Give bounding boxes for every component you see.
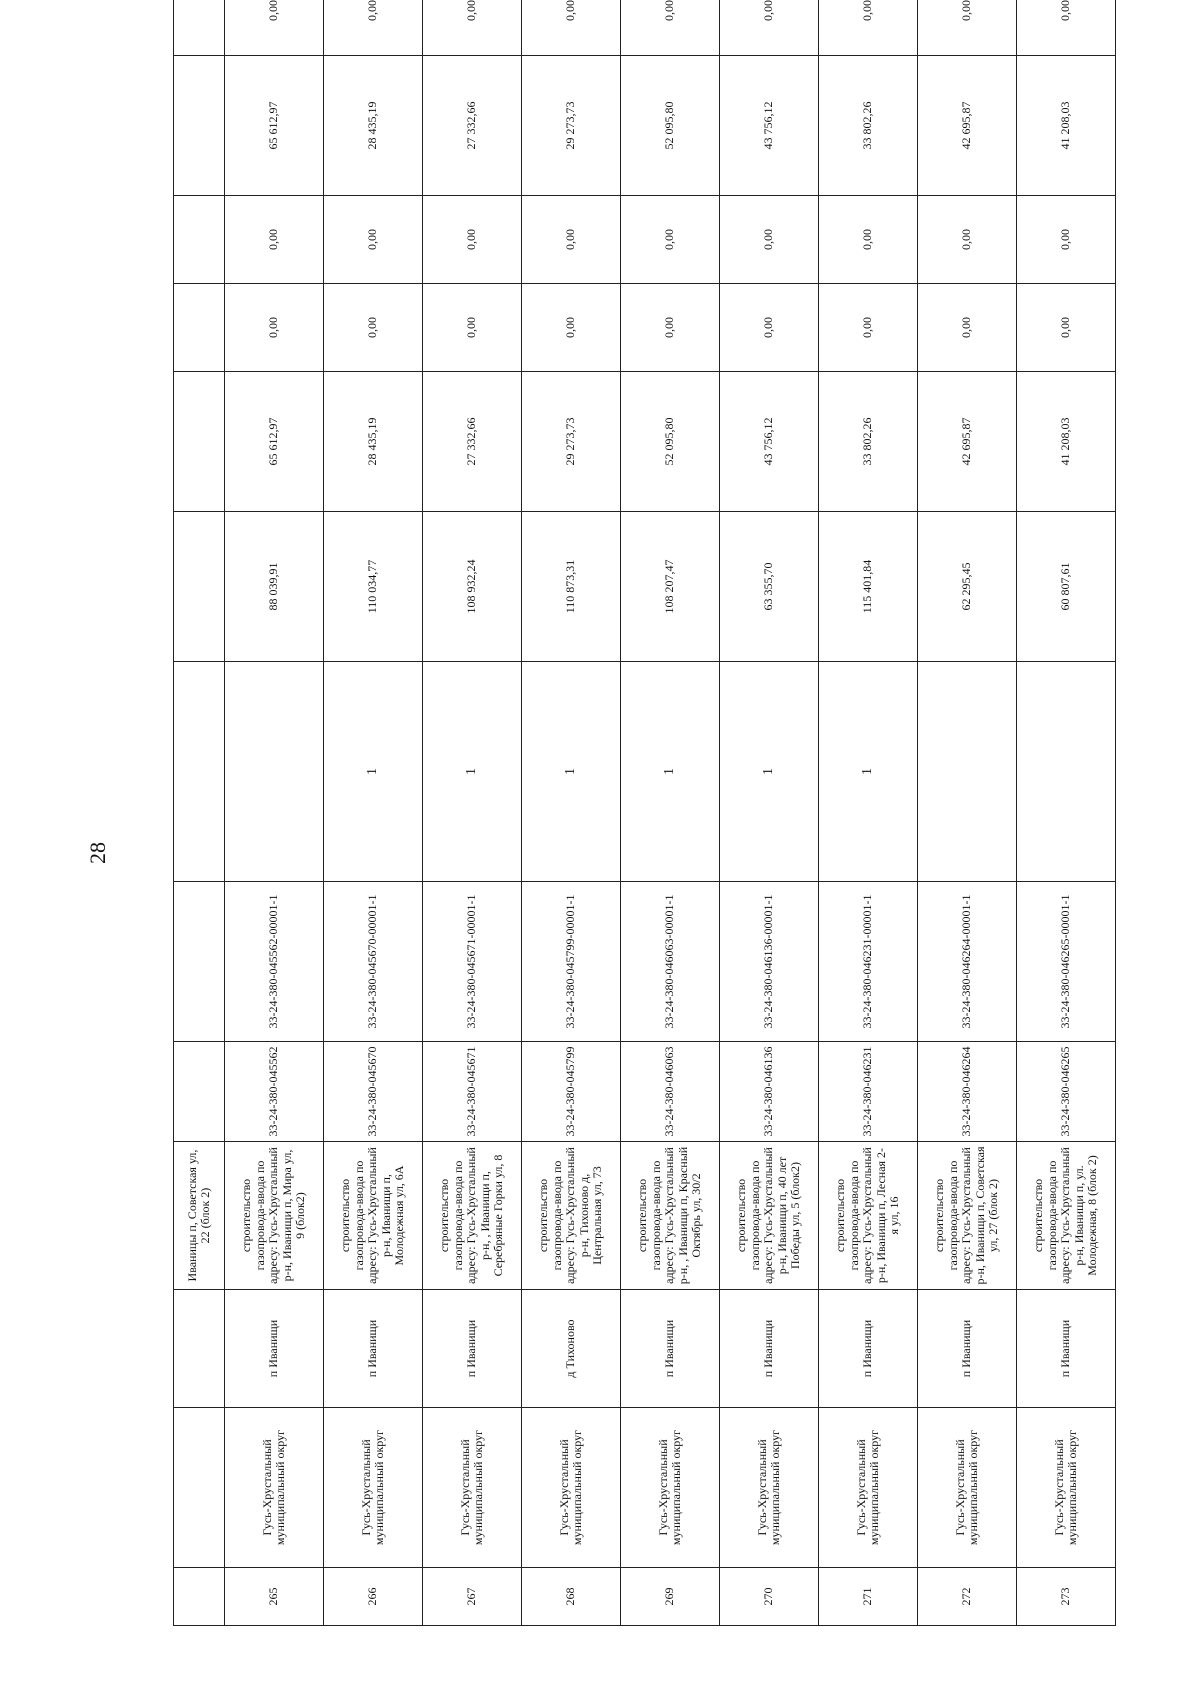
value-a: 0,00	[819, 284, 918, 372]
total-amount: 110 873,31	[522, 512, 621, 662]
municipality: Гусь-Хрустальный муниципальный округ	[918, 1408, 1017, 1568]
table-row	[423, 0, 522, 1626]
settlement: п Иванищи	[918, 1290, 1017, 1408]
table-row	[225, 0, 324, 1626]
object-description: строительство газопровода-ввода по адресу: Гусь-Хрустальный р-н, Тихоново д, Центральная ул, 73	[522, 1142, 621, 1290]
value-c: 27 332,66	[423, 56, 522, 196]
cell-empty	[174, 0, 225, 56]
amount: 41 208,03	[1017, 372, 1116, 512]
object-description: строительство газопровода-ввода по адресу: Гусь-Хрустальный р-н, Иванищи п, 40 лет Победы ул, 5 (блок2)	[720, 1142, 819, 1290]
amount: 65 612,97	[225, 372, 324, 512]
settlement: п Иванищи	[720, 1290, 819, 1408]
settlement: п Иванищи	[324, 1290, 423, 1408]
row-number: 268	[522, 1568, 621, 1626]
settlement: п Иванищи	[225, 1290, 324, 1408]
page-number: 28	[85, 842, 110, 864]
object-description: строительство газопровода-ввода по адресу: Гусь-Хрустальный р-н, , Иванищи п, Красный Октябрь ул, 30/2	[621, 1142, 720, 1290]
mark: 1	[621, 662, 720, 882]
value-d: 0,00	[522, 0, 621, 56]
row-number: 269	[621, 1568, 720, 1626]
cell-empty	[174, 372, 225, 512]
row-number: 266	[324, 1568, 423, 1626]
mark: 1	[324, 662, 423, 882]
total-amount: 63 355,70	[720, 512, 819, 662]
object-id: 33-24-380-046136-00001-1	[720, 882, 819, 1042]
mark	[1017, 662, 1116, 882]
amount: 29 273,73	[522, 372, 621, 512]
value-d: 0,00	[819, 0, 918, 56]
continuation-row	[174, 0, 225, 1626]
municipality: Гусь-Хрустальный муниципальный округ	[324, 1408, 423, 1568]
object-description: строительство газопровода-ввода по адресу: Гусь-Хрустальный р-н, Иванищи п, Советская ул, 27 (блок 2)	[918, 1142, 1017, 1290]
cell-empty	[174, 284, 225, 372]
table-row	[819, 0, 918, 1626]
table-row	[720, 0, 819, 1626]
value-d: 0,00	[1017, 0, 1116, 56]
object-description: строительство газопровода-ввода по адресу: Гусь-Хрустальный р-н, Иванищи п, Лесная 2-я ул, 16	[819, 1142, 918, 1290]
object-description: строительство газопровода-ввода по адресу: Гусь-Хрустальный р-н, Иванищи п, Мира ул, 9 (блок2)	[225, 1142, 324, 1290]
value-c: 65 612,97	[225, 56, 324, 196]
value-c: 42 695,87	[918, 56, 1017, 196]
settlement: п Иванищи	[423, 1290, 522, 1408]
object-id: 33-24-380-045562-00001-1	[225, 882, 324, 1042]
cell-empty	[174, 196, 225, 284]
value-d: 0,00	[225, 0, 324, 56]
total-amount: 60 807,61	[1017, 512, 1116, 662]
value-b: 0,00	[819, 196, 918, 284]
amount: 52 095,80	[621, 372, 720, 512]
cell-empty	[174, 512, 225, 662]
cadastral-number: 33-24-380-045562	[225, 1042, 324, 1142]
value-d: 0,00	[324, 0, 423, 56]
value-b: 0,00	[423, 196, 522, 284]
value-a: 0,00	[423, 284, 522, 372]
municipality: Гусь-Хрустальный муниципальный округ	[423, 1408, 522, 1568]
value-c: 43 756,12	[720, 56, 819, 196]
mark	[225, 662, 324, 882]
value-b: 0,00	[225, 196, 324, 284]
value-a: 0,00	[1017, 284, 1116, 372]
value-a: 0,00	[720, 284, 819, 372]
cadastral-number: 33-24-380-045799	[522, 1042, 621, 1142]
object-id: 33-24-380-046231-00001-1	[819, 882, 918, 1042]
data-table	[173, 0, 1116, 1626]
settlement: п Иванищи	[621, 1290, 720, 1408]
value-c: 33 802,26	[819, 56, 918, 196]
row-number: 267	[423, 1568, 522, 1626]
total-amount: 62 295,45	[918, 512, 1017, 662]
mark: 1	[423, 662, 522, 882]
value-a: 0,00	[522, 284, 621, 372]
settlement: п Иванищи	[819, 1290, 918, 1408]
cell-empty	[174, 662, 225, 882]
value-d: 0,00	[423, 0, 522, 56]
settlement: д Тихоново	[522, 1290, 621, 1408]
cadastral-number: 33-24-380-046264	[918, 1042, 1017, 1142]
value-d: 0,00	[720, 0, 819, 56]
value-d: 0,00	[918, 0, 1017, 56]
value-a: 0,00	[621, 284, 720, 372]
value-b: 0,00	[720, 196, 819, 284]
settlement: п Иванищи	[1017, 1290, 1116, 1408]
object-id: 33-24-380-046264-00001-1	[918, 882, 1017, 1042]
value-c: 28 435,19	[324, 56, 423, 196]
value-b: 0,00	[324, 196, 423, 284]
table-row	[918, 0, 1017, 1626]
row-number: 273	[1017, 1568, 1116, 1626]
object-id: 33-24-380-045670-00001-1	[324, 882, 423, 1042]
object-id: 33-24-380-045671-00001-1	[423, 882, 522, 1042]
amount: 27 332,66	[423, 372, 522, 512]
cadastral-number: 33-24-380-046265	[1017, 1042, 1116, 1142]
municipality: Гусь-Хрустальный муниципальный округ	[621, 1408, 720, 1568]
object-id: 33-24-380-046265-00001-1	[1017, 882, 1116, 1042]
object-id: 33-24-380-045799-00001-1	[522, 882, 621, 1042]
cadastral-number: 33-24-380-046231	[819, 1042, 918, 1142]
value-a: 0,00	[918, 284, 1017, 372]
cell-empty	[174, 56, 225, 196]
rotated-table-wrapper	[173, 0, 1100, 1626]
mark	[918, 662, 1017, 882]
total-amount: 108 207,47	[621, 512, 720, 662]
cadastral-number: 33-24-380-046136	[720, 1042, 819, 1142]
municipality: Гусь-Хрустальный муниципальный округ	[819, 1408, 918, 1568]
object-description: строительство газопровода-ввода по адресу: Гусь-Хрустальный р-н, Иванищи п, Молодежная ул, 6А	[324, 1142, 423, 1290]
municipality: Гусь-Хрустальный муниципальный округ	[720, 1408, 819, 1568]
mark: 1	[522, 662, 621, 882]
cell-empty	[174, 1408, 225, 1568]
cadastral-number: 33-24-380-045670	[324, 1042, 423, 1142]
value-a: 0,00	[324, 284, 423, 372]
amount: 42 695,87	[918, 372, 1017, 512]
row-number: 271	[819, 1568, 918, 1626]
total-amount: 115 401,84	[819, 512, 918, 662]
cadastral-number: 33-24-380-045671	[423, 1042, 522, 1142]
value-c: 52 095,80	[621, 56, 720, 196]
table-row	[1017, 0, 1116, 1626]
value-b: 0,00	[621, 196, 720, 284]
total-amount: 110 034,77	[324, 512, 423, 662]
cell-empty	[174, 882, 225, 1042]
row-number: 265	[225, 1568, 324, 1626]
value-b: 0,00	[1017, 196, 1116, 284]
amount: 33 802,26	[819, 372, 918, 512]
continuation-address: Иваницы п, Советская ул, 22 (блок 2)	[174, 1142, 225, 1290]
municipality: Гусь-Хрустальный муниципальный округ	[1017, 1408, 1116, 1568]
table-row	[522, 0, 621, 1626]
value-c: 29 273,73	[522, 56, 621, 196]
amount: 43 756,12	[720, 372, 819, 512]
value-c: 41 208,03	[1017, 56, 1116, 196]
value-b: 0,00	[918, 196, 1017, 284]
cadastral-number: 33-24-380-046063	[621, 1042, 720, 1142]
total-amount: 108 932,24	[423, 512, 522, 662]
total-amount: 88 039,91	[225, 512, 324, 662]
cell-empty	[174, 1290, 225, 1408]
mark: 1	[819, 662, 918, 882]
table-row	[324, 0, 423, 1626]
mark: 1	[720, 662, 819, 882]
municipality: Гусь-Хрустальный муниципальный округ	[225, 1408, 324, 1568]
amount: 28 435,19	[324, 372, 423, 512]
object-description: строительство газопровода-ввода по адресу: Гусь-Хрустальный р-н, , Иванищи п, Серебряные Горки ул, 8	[423, 1142, 522, 1290]
row-number: 270	[720, 1568, 819, 1626]
cell-empty	[174, 1042, 225, 1142]
municipality: Гусь-Хрустальный муниципальный округ	[522, 1408, 621, 1568]
rotated-table-inner	[173, 0, 1100, 1626]
value-d: 0,00	[621, 0, 720, 56]
value-a: 0,00	[225, 284, 324, 372]
row-number: 272	[918, 1568, 1017, 1626]
value-b: 0,00	[522, 196, 621, 284]
cell-empty	[174, 1568, 225, 1626]
object-id: 33-24-380-046063-00001-1	[621, 882, 720, 1042]
table-row	[621, 0, 720, 1626]
object-description: строительство газопровода-ввода по адресу: Гусь-Хрустальный р-н, Иванищи п, ул. Молодежная, 8 (блок 2)	[1017, 1142, 1116, 1290]
